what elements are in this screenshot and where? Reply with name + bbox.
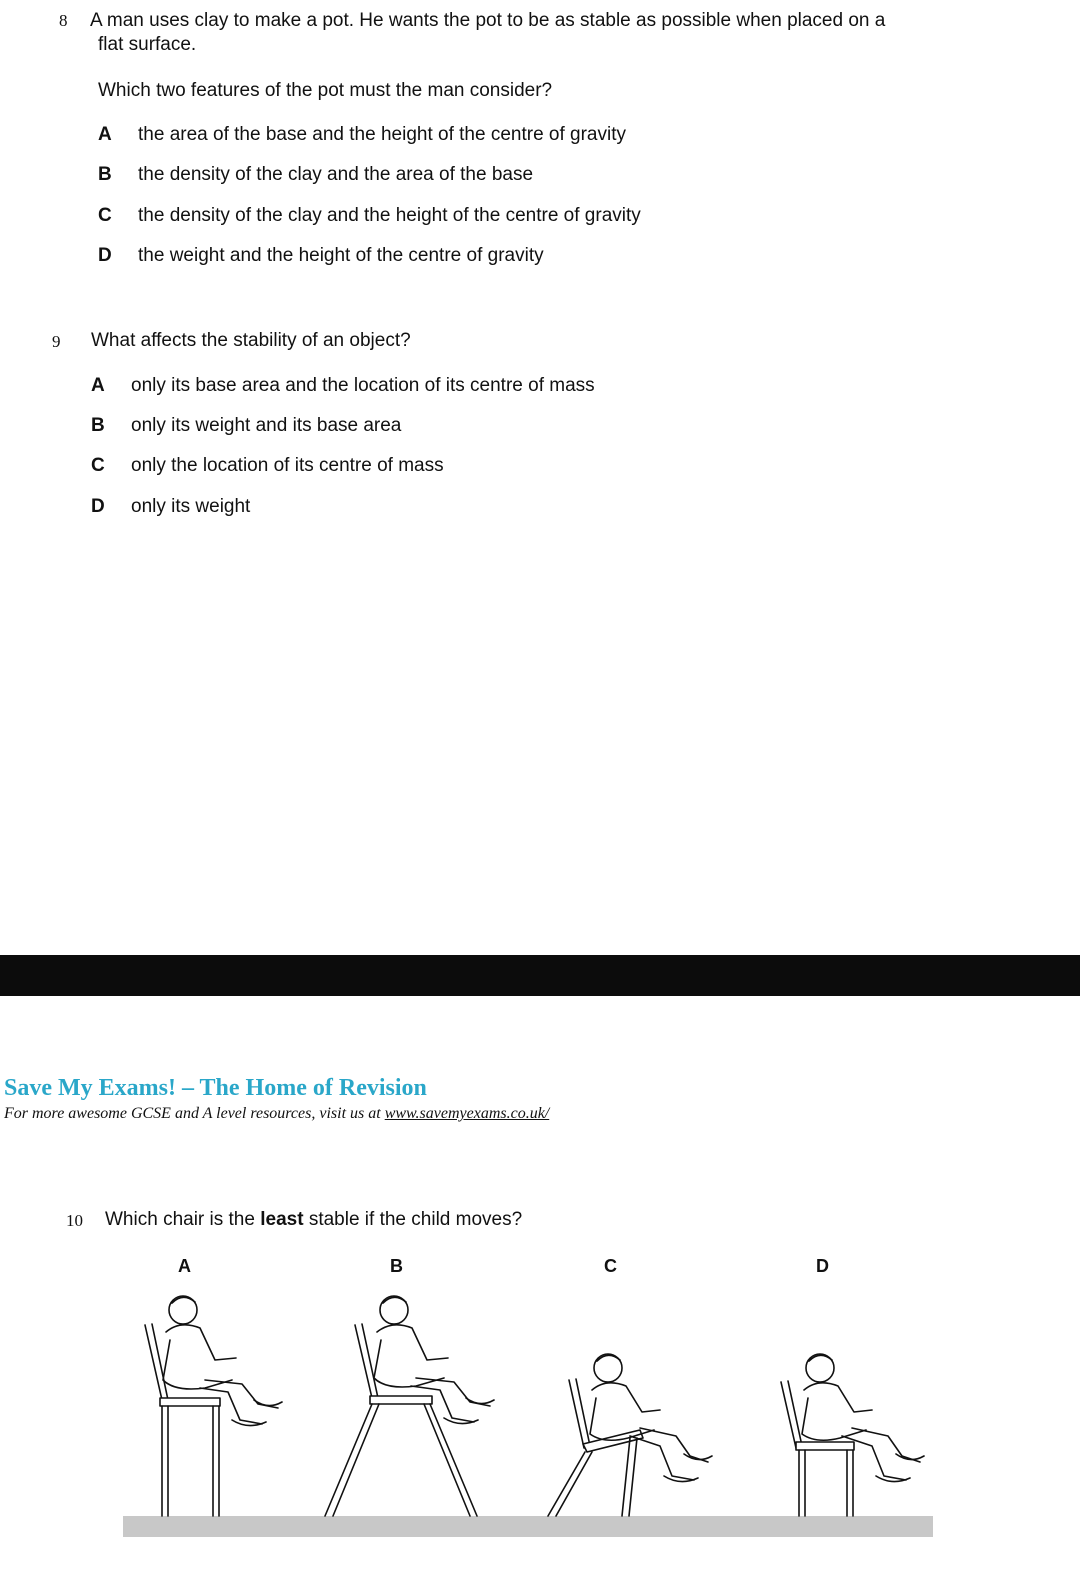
chair-d-drawing bbox=[781, 1354, 924, 1516]
brand-title: Save My Exams! – The Home of Revision bbox=[4, 1075, 427, 1101]
option-letter: D bbox=[98, 245, 112, 266]
option-text: the area of the base and the height of the centre of gravity bbox=[138, 124, 626, 145]
chair-a-drawing bbox=[145, 1296, 282, 1516]
chair-label-d[interactable]: D bbox=[816, 1256, 829, 1276]
option-text: the density of the clay and the area of the base bbox=[138, 164, 534, 185]
option-text: only its base area and the location of its centre of mass bbox=[131, 375, 595, 396]
chair-c-drawing bbox=[548, 1354, 712, 1516]
question-prompt: Which two features of the pot must the man consider? bbox=[98, 80, 553, 101]
stem-text: Which chair is the bbox=[105, 1209, 261, 1230]
option-text: the density of the clay and the height of the centre of gravity bbox=[138, 205, 641, 226]
option-text: only its weight bbox=[131, 496, 251, 517]
floor bbox=[123, 1516, 933, 1537]
chair-b-drawing bbox=[325, 1296, 494, 1516]
brand-subtitle-text: For more awesome GCSE and A level resources, visit us at bbox=[4, 1105, 385, 1122]
question-stem-line2: flat surface. bbox=[98, 34, 197, 55]
chair-label-c[interactable]: C bbox=[604, 1256, 617, 1276]
question-number: 10 bbox=[66, 1211, 83, 1230]
chair-label-b[interactable]: B bbox=[390, 1256, 403, 1276]
question-stem bbox=[105, 1208, 522, 1232]
savemyexams-link[interactable]: www.savemyexams.co.uk/ bbox=[384, 1105, 550, 1122]
chair-label-a[interactable]: A bbox=[178, 1256, 191, 1276]
question-number: 9 bbox=[52, 332, 61, 351]
question-number: 8 bbox=[59, 11, 68, 30]
option-letter: A bbox=[91, 375, 105, 396]
option-letter: B bbox=[98, 164, 112, 185]
option-letter: A bbox=[98, 124, 112, 145]
option-letter: C bbox=[98, 205, 112, 226]
option-letter: D bbox=[91, 496, 105, 517]
option-text: only its weight and its base area bbox=[131, 415, 402, 436]
chairs-illustration bbox=[0, 1280, 1080, 1540]
question-stem: What affects the stability of an object? bbox=[91, 330, 411, 351]
question-stem-line1: A man uses clay to make a pot. He wants the pot to be as stable as possible when placed on a bbox=[90, 10, 886, 31]
page-break-band bbox=[0, 955, 1080, 996]
brand-subtitle bbox=[4, 1105, 549, 1123]
option-text: only the location of its centre of mass bbox=[131, 455, 444, 476]
option-letter: C bbox=[91, 455, 105, 476]
stem-text: stable if the child moves? bbox=[303, 1209, 523, 1230]
option-letter: B bbox=[91, 415, 105, 436]
option-text: the weight and the height of the centre of gravity bbox=[138, 245, 544, 266]
stem-emphasis: least bbox=[260, 1209, 304, 1230]
